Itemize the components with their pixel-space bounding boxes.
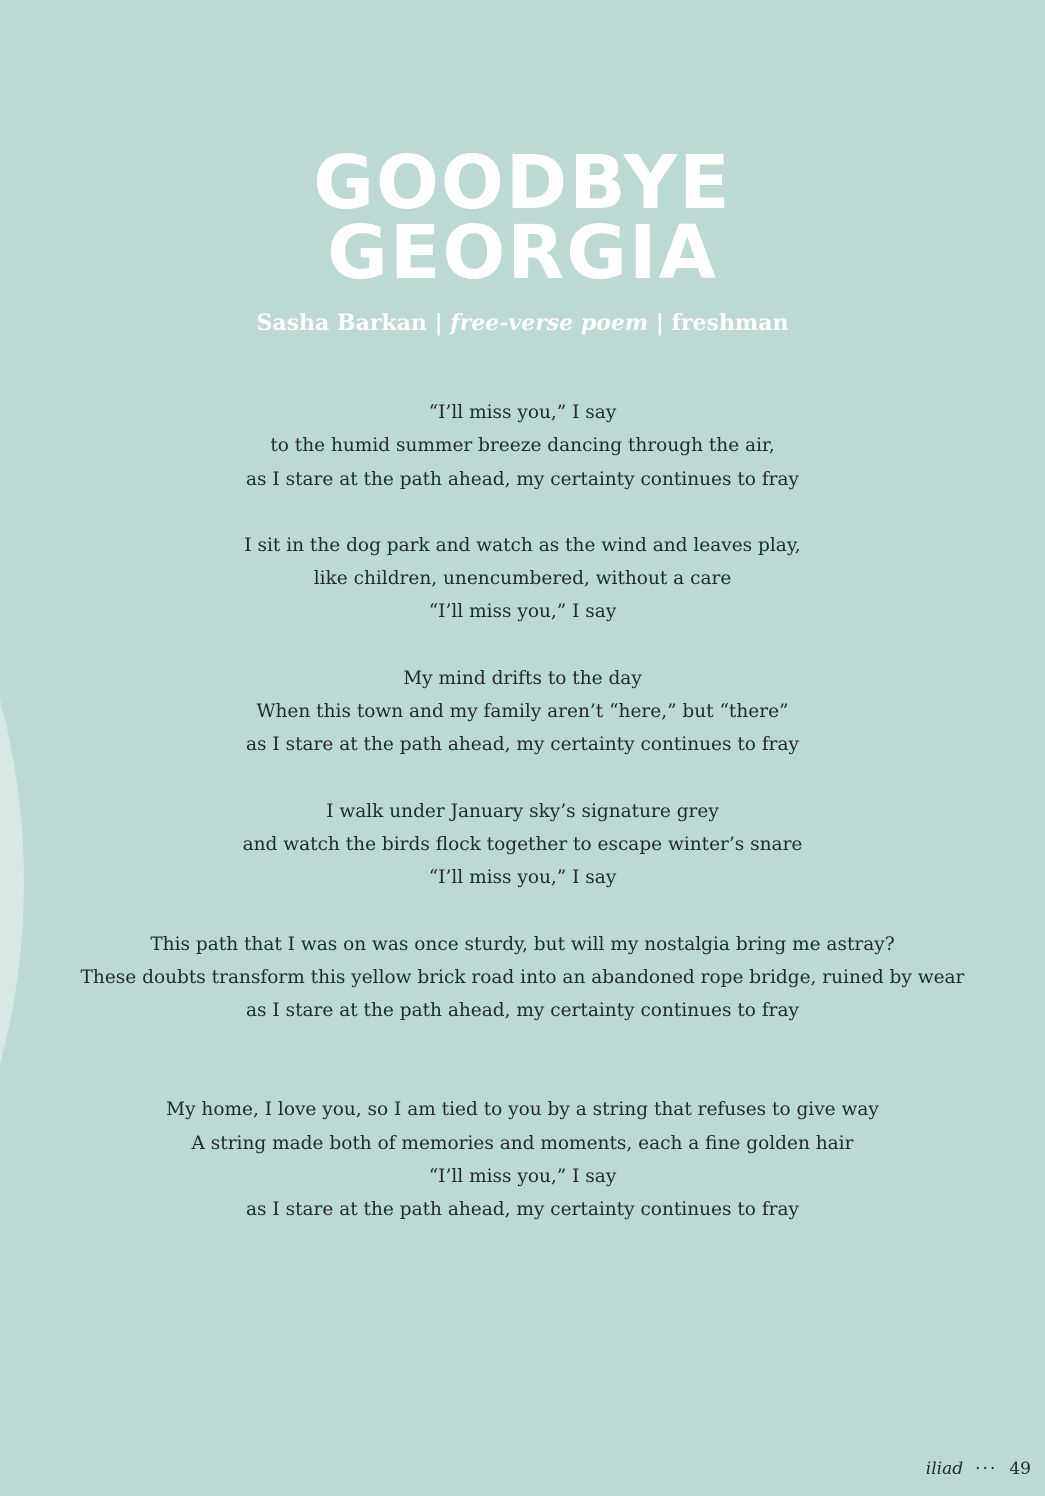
byline: [0, 308, 1045, 338]
title-line-2: GEORGIA: [327, 210, 718, 296]
poem-line: to the humid summer breeze dancing through the air,: [270, 435, 775, 457]
poem-line: My home, I love you, so I am tied to you by a string that refuses to give way: [166, 1099, 879, 1121]
poem-body: [0, 396, 1045, 1260]
poem-line: like children, unencumbered, without a care: [313, 568, 732, 590]
poem-line: When this town and my family aren’t “here,” but “there”: [256, 701, 789, 723]
poem-line: I sit in the dog park and watch as the wind and leaves play,: [244, 534, 801, 556]
author-grade: freshman: [671, 310, 789, 336]
byline-separator: |: [648, 310, 672, 336]
poem-line: “I’ll miss you,” I say: [428, 601, 617, 623]
stanza: [0, 928, 1045, 1028]
byline-separator: |: [426, 310, 451, 336]
poem-line: as I stare at the path ahead, my certainty continues to fray: [245, 734, 799, 756]
poem-line: These doubts transform this yellow brick road into an abandoned rope bridge, ruined by wear: [80, 966, 965, 988]
poem-line: “I’ll miss you,” I say: [428, 402, 617, 423]
stanza: [0, 795, 1045, 895]
poem-line: This path that I was on was once sturdy, but will my nostalgia bring me astray?: [150, 933, 895, 955]
stanza: [0, 1093, 1045, 1226]
poem-line: as I stare at the path ahead, my certainty continues to fray: [245, 1199, 799, 1221]
stanza: [0, 396, 1045, 496]
poem-genre: free-verse poem: [450, 310, 649, 336]
poem-line: A string made both of memories and moments, each a fine golden hair: [191, 1132, 854, 1154]
poem-line: My mind drifts to the day: [403, 667, 642, 689]
page-number: 49: [1009, 1459, 1031, 1479]
poem-line: as I stare at the path ahead, my certainty continues to fray: [245, 468, 799, 490]
author-name: Sasha Barkan: [256, 310, 427, 336]
poem-line: I walk under January sky’s signature grey: [326, 800, 719, 822]
stanza: [0, 662, 1045, 762]
poem-line: “I’ll miss you,” I say: [428, 867, 617, 889]
poem-line: and watch the birds flock together to escape winter’s snare: [242, 833, 803, 855]
magazine-name: iliad: [925, 1459, 964, 1479]
poem-title: [0, 140, 1045, 296]
footer-dots: ···: [975, 1459, 998, 1479]
title-line-1: GOODBYE: [313, 140, 732, 226]
page-footer: [926, 1459, 1031, 1479]
stanza: [0, 529, 1045, 629]
poem-line: as I stare at the path ahead, my certainty continues to fray: [245, 1000, 799, 1022]
poem-line: “I’ll miss you,” I say: [428, 1166, 617, 1188]
